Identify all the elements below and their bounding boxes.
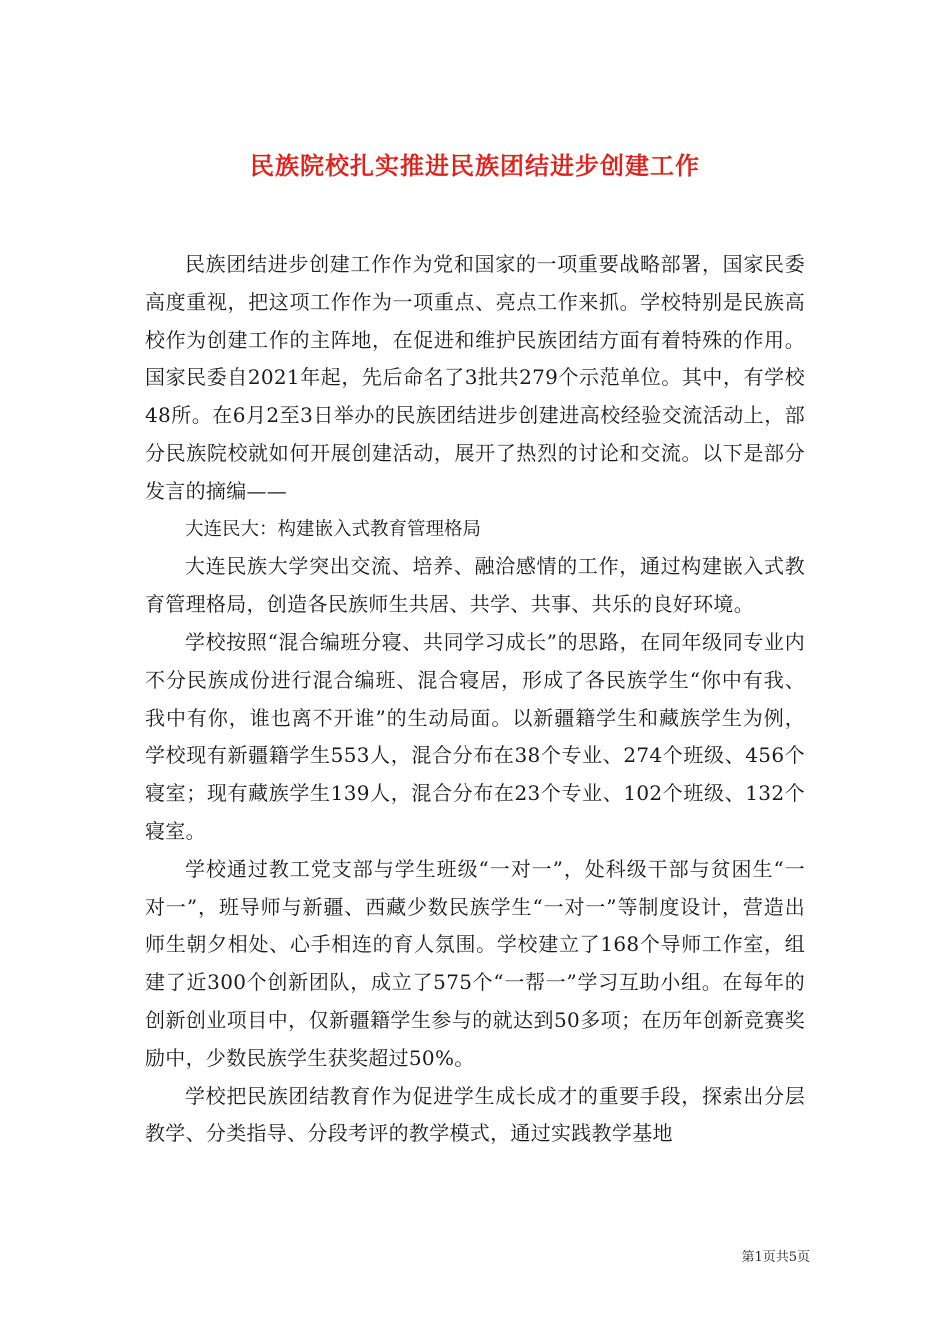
body-paragraph: 学校把民族团结教育作为促进学生成长成才的重要手段，探索出分层教学、分类指导、分段考评的教学模式，通过实践教学基地 — [145, 1083, 805, 1146]
page-number: 第1页共5页 — [741, 1250, 810, 1265]
section-heading: 大连民大：构建嵌入式教育管理格局 — [184, 518, 481, 540]
body-paragraph: 学校按照“混合编班分寝、共同学习成长”的思路，在同年级同专业内不分民族成份进行混合编班、混合寝居，形成了各民族学生“你中有我、我中有你，谁也离不开谁”的生动局面。以新疆籍学生和藏族学生为例，学校现有新疆籍学生553人，混合分布在38个专业、274个班级、456个寝室；现有藏族学生139人，混合分布在23个专业、102个班级、132个寝室。 — [145, 629, 805, 843]
document-title: 民族院校扎实推进民族团结进步创建工作 — [250, 151, 700, 181]
intro-paragraph: 民族团结进步创建工作作为党和国家的一项重要战略部署，国家民委高度重视，把这项工作作为一项重点、亮点工作来抓。学校特别是民族高校作为创建工作的主阵地，在促进和维护民族团结方面有着特殊的作用。国家民委自2021年起，先后命名了3批共279个示范单位。其中，有学校48所。在6月2至3日举办的民族团结进步创建进高校经验交流活动上，部分民族院校就如何开展创建活动，展开了热烈的讨论和交流。以下是部分发言的摘编—— — [145, 252, 805, 503]
body-paragraph: 大连民族大学突出交流、培养、融洽感情的工作，通过构建嵌入式教育管理格局，创造各民族师生共居、共学、共事、共乐的良好环境。 — [145, 554, 805, 617]
body-paragraph: 学校通过教工党支部与学生班级“一对一”，处科级干部与贫困生“一对一”，班导师与新疆、西藏少数民族学生“一对一”等制度设计，营造出师生朝夕相处、心手相连的育人氛围。学校建立了168个导师工作室，组建了近300个创新团队，成立了575个“一帮一”学习互助小组。在每年的创新创业项目中，仅新疆籍学生参与的就达到50多项；在历年创新竞赛奖励中，少数民族学生获奖超过50%。 — [145, 856, 805, 1070]
document-body — [145, 246, 805, 1153]
